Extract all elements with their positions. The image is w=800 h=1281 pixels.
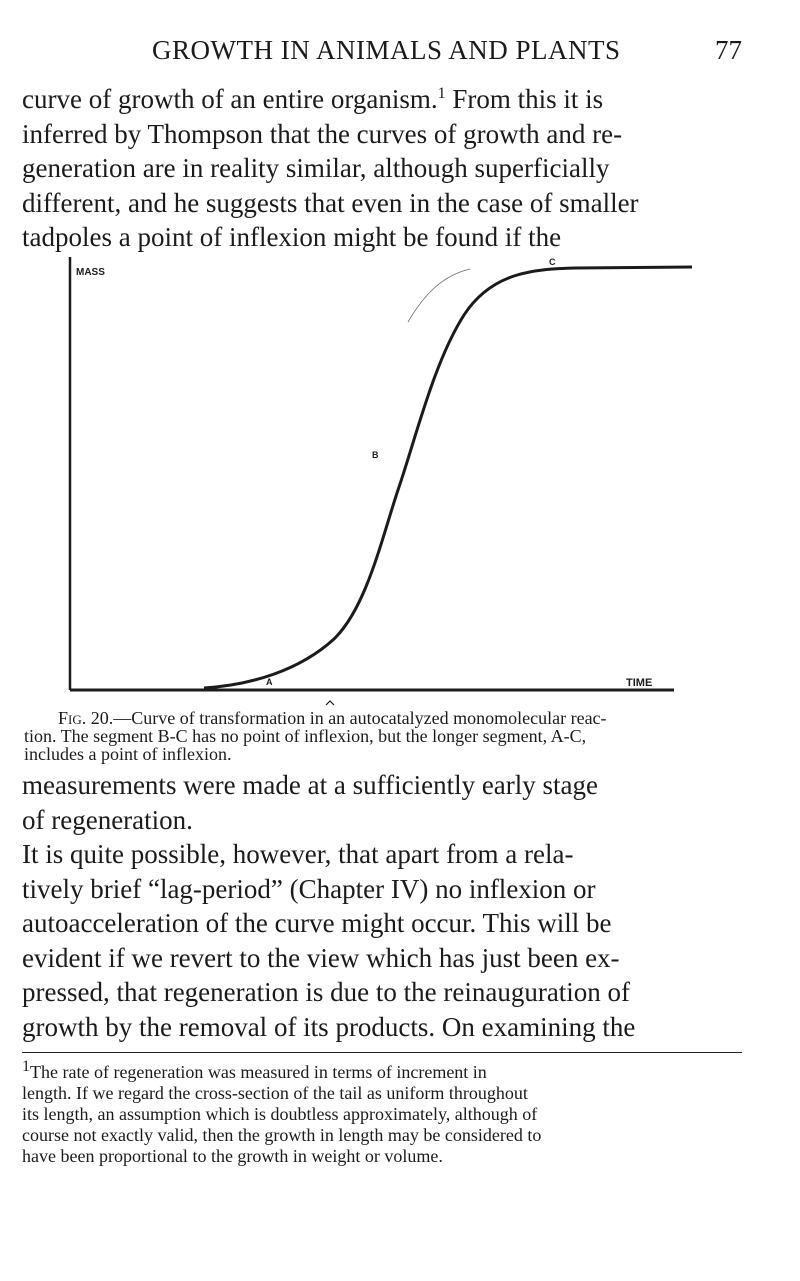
footnote-line <box>22 1058 742 1083</box>
x-axis-label: TIME <box>626 677 653 689</box>
caption-line: tion. The segment B-C has no point of inflexion, but the longer segment, A-C, <box>24 726 587 746</box>
caret-mark <box>326 701 334 705</box>
text-line: of regeneration. <box>22 804 193 835</box>
text-line: tadpoles a point of inflexion might be found if the <box>22 222 562 252</box>
faint-trace-line <box>408 269 470 322</box>
text-line-tail: From this it is <box>445 84 604 114</box>
text-line <box>22 82 742 117</box>
y-axis-label: MASS <box>76 267 105 278</box>
text-line: autoacceleration of the curve might occur. This will be <box>22 908 612 938</box>
point-label-b: B <box>372 450 379 460</box>
footnote-text: The rate of regeneration was measured in terms of increment in <box>30 1062 487 1082</box>
text-line: pressed, that regeneration is due to the reinauguration of <box>22 977 631 1007</box>
footnote-reference: 1 <box>437 85 446 102</box>
running-title: GROWTH IN ANIMALS AND PLANTS <box>152 35 621 65</box>
caption-line: includes a point of inflexion. <box>24 744 232 764</box>
footnote-line: have been proportional to the growth in weight or volume. <box>22 1146 443 1166</box>
footnote <box>22 1058 742 1167</box>
text-line: generation are in reality similar, although superficially <box>22 153 610 183</box>
text-line: measurements were made at a sufficiently early stage <box>22 770 599 800</box>
footnote-line: course not exactly valid, then the growth in length may be considered to <box>22 1125 542 1145</box>
figure-caption <box>24 709 740 763</box>
caption-label: Fig. 20. <box>58 708 114 728</box>
text-line: inferred by Thompson that the curves of growth and re- <box>22 118 623 149</box>
footnote-rule <box>22 1052 742 1053</box>
footnote-line: length. If we regard the cross-section of the tail as uniform throughout <box>22 1083 528 1103</box>
growth-curve-figure <box>64 257 680 707</box>
point-label-c: C <box>549 257 556 267</box>
top-paragraph <box>22 82 742 255</box>
footnote-line: its length, an assumption which is doubtless approximately, although of <box>22 1104 538 1124</box>
page-number: 77 <box>715 35 742 65</box>
text-line: evident if we revert to the view which has just been ex- <box>22 942 620 973</box>
text-line: different, and he suggests that even in the case of smaller <box>22 187 639 218</box>
caption-text: —Curve of transformation in an autocatalyzed monomolecular reac- <box>113 708 607 728</box>
bottom-paragraph <box>22 768 742 1044</box>
running-head <box>22 35 742 75</box>
point-label-a: A <box>266 677 273 687</box>
caption-line <box>24 709 740 727</box>
text-line: growth by the removal of its products. On examining the <box>22 1011 636 1042</box>
text-line-body: curve of growth of an entire organism. <box>22 84 438 114</box>
figure-20 <box>64 257 680 707</box>
text-line: tively brief “lag-period” (Chapter IV) no inflexion or <box>22 873 596 904</box>
s-curve <box>204 267 692 688</box>
text-line: It is quite possible, however, that apart from a rela- <box>22 839 574 869</box>
footnote-marker: 1 <box>22 1058 30 1075</box>
